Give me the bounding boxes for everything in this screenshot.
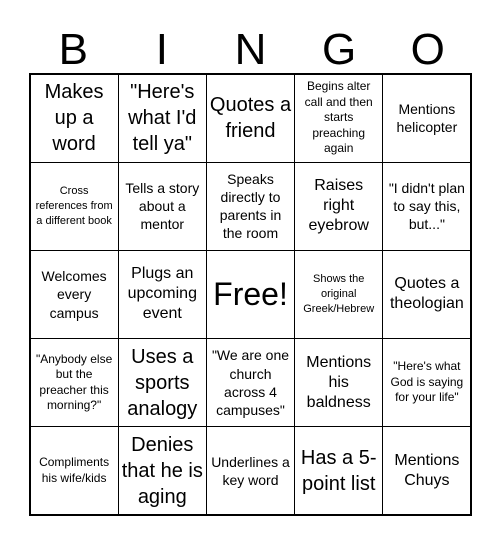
bingo-cell-r2c3[interactable]: Speaks directly to parents in the room (206, 162, 295, 251)
bingo-cell-r5c1[interactable]: Compliments his wife/kids (30, 426, 119, 515)
bingo-cell-r2c1[interactable]: Cross references from a different book (30, 162, 119, 251)
bingo-cell-r4c4[interactable]: Mentions his baldness (294, 338, 383, 427)
bingo-cell-r4c1[interactable]: "Anybody else but the preacher this morning?" (30, 338, 119, 427)
bingo-cell-r3c5[interactable]: Quotes a theologian (382, 250, 471, 339)
bingo-cell-r3c1[interactable]: Welcomes every campus (30, 250, 119, 339)
header-letter-b: B (58, 25, 88, 74)
header-letter-i: I (155, 25, 168, 74)
bingo-cell-free[interactable]: Free! (206, 250, 295, 339)
header-letter-g: G (321, 25, 357, 74)
bingo-cell-r4c5[interactable]: "Here's what God is saying for your life" (382, 338, 471, 427)
bingo-cell-r1c3[interactable]: Quotes a friend (206, 74, 295, 163)
bingo-cell-r3c2[interactable]: Plugs an upcoming event (118, 250, 207, 339)
bingo-cell-r1c2[interactable]: "Here's what I'd tell ya" (118, 74, 207, 163)
bingo-cell-r5c3[interactable]: Underlines a key word (206, 426, 295, 515)
bingo-cell-r5c5[interactable]: Mentions Chuys (382, 426, 471, 515)
bingo-header (29, 22, 472, 78)
bingo-cell-r5c2[interactable]: Denies that he is aging (118, 426, 207, 515)
bingo-cell-r2c5[interactable]: "I didn't plan to say this, but..." (382, 162, 471, 251)
header-letter-o: O (410, 25, 445, 74)
bingo-cell-r4c2[interactable]: Uses a sports analogy (118, 338, 207, 427)
bingo-cell-r5c4[interactable]: Has a 5-point list (294, 426, 383, 515)
bingo-cell-r4c3[interactable]: "We are one church across 4 campuses" (206, 338, 295, 427)
bingo-cell-r2c4[interactable]: Raises right eyebrow (294, 162, 383, 251)
bingo-cell-r3c4[interactable]: Shows the original Greek/Hebrew (294, 250, 383, 339)
header-letter-n: N (234, 25, 267, 74)
bingo-cell-r1c5[interactable]: Mentions helicopter (382, 74, 471, 163)
bingo-cell-r1c1[interactable]: Makes up a word (30, 74, 119, 163)
bingo-cell-r1c4[interactable]: Begins alter call and then starts preaching again (294, 74, 383, 163)
bingo-board (29, 73, 472, 516)
bingo-cell-r2c2[interactable]: Tells a story about a mentor (118, 162, 207, 251)
